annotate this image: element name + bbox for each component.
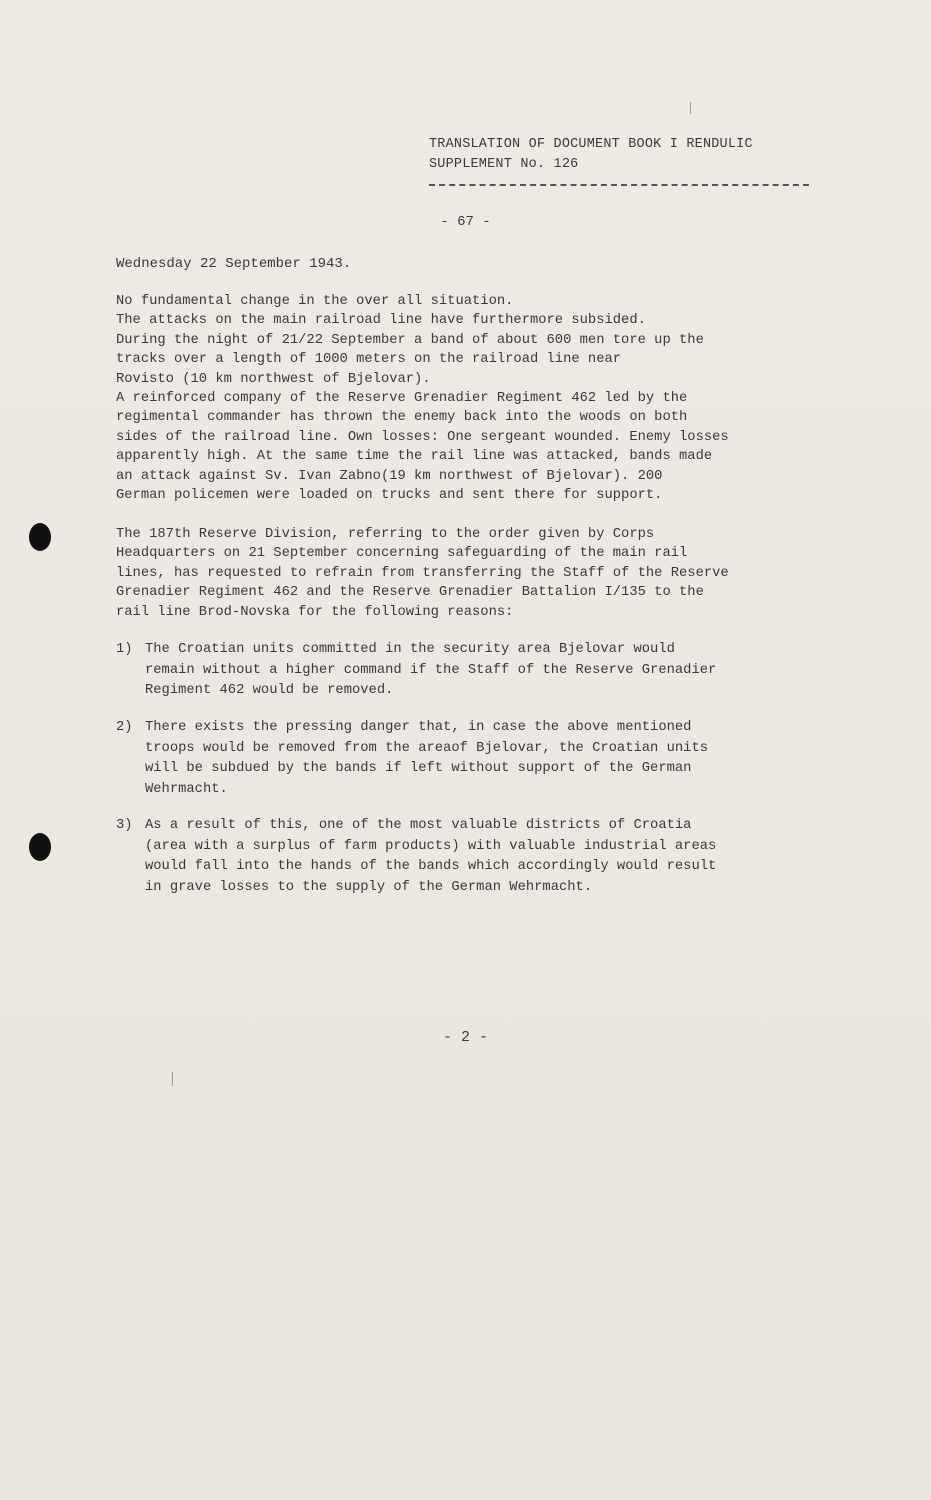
header-rule — [429, 184, 809, 186]
page-number-bottom: - 2 - — [442, 1029, 488, 1046]
header-supplement: SUPPLEMENT No. 126 — [429, 157, 579, 172]
paper-speck — [172, 1072, 173, 1086]
text-line: sides of the railroad line. Own losses: One sergeant wounded. Enemy losses — [116, 429, 729, 445]
text-line: A reinforced company of the Reserve Grenadier Regiment 462 led by the — [116, 391, 688, 407]
text-line: tracks over a length of 1000 meters on the railroad line near — [116, 352, 622, 368]
situation-paragraph — [116, 292, 836, 505]
reason-number: 1) — [116, 642, 133, 657]
text-line: regimental commander has thrown the enemy back into the woods on both — [116, 410, 688, 426]
text-line: The Croatian units committed in the security area Bjelovar would — [145, 642, 675, 657]
text-line: Rovisto (10 km northwest of Bjelovar). — [116, 371, 431, 387]
text-line: remain without a higher command if the Staff of the Reserve Grenadier — [145, 662, 717, 678]
text-line: Grenadier Regiment 462 and the Reserve Grenadier Battalion I/135 to the — [116, 585, 704, 601]
text-line: Headquarters on 21 September concerning safeguarding of the main rail — [116, 546, 688, 562]
text-line: in grave losses to the supply of the German Wehrmacht. — [145, 879, 593, 895]
text-line: During the night of 21/22 September a band of about 600 men tore up the — [116, 332, 704, 348]
text-line: Regiment 462 would be removed. — [145, 683, 394, 698]
text-line: (area with a surplus of farm products) with valuable industrial areas — [145, 838, 717, 854]
division-request-paragraph — [116, 525, 836, 622]
text-line: lines, has requested to refrain from transferring the Staff of the Reserve — [116, 565, 729, 581]
text-line: an attack against Sv. Ivan Zabno(19 km northwest of Bjelovar). 200 — [116, 468, 663, 484]
text-line: German policemen were loaded on trucks and sent there for support. — [116, 488, 663, 504]
text-line: Wehrmacht. — [145, 781, 228, 797]
document-header — [429, 135, 809, 175]
text-line: apparently high. At the same time the rail line was attacked, bands made — [116, 449, 713, 465]
text-line: As a result of this, one of the most valuable districts of Croatia — [145, 818, 692, 833]
text-line: would fall into the hands of the bands which accordingly would result — [145, 859, 717, 874]
text-line: will be subdued by the bands if left without support of the German — [145, 761, 692, 776]
reason-number: 2) — [116, 720, 133, 735]
date-line: Wednesday 22 September 1943. — [116, 256, 352, 272]
header-title: TRANSLATION OF DOCUMENT BOOK I RENDULIC — [429, 137, 753, 152]
text-line: rail line Brod-Novska for the following reasons: — [116, 604, 514, 620]
text-line: troops would be removed from the areaof Bjelovar, the Croatian units — [145, 740, 709, 756]
page-number-top: - 67 - — [440, 214, 491, 230]
text-line: No fundamental change in the over all situation. — [116, 294, 514, 309]
text-line: The attacks on the main railroad line have furthermore subsided. — [116, 313, 646, 329]
punch-hole-upper — [29, 523, 51, 551]
text-line: The 187th Reserve Division, referring to the order given by Corps — [116, 527, 655, 542]
text-line: There exists the pressing danger that, in case the above mentioned — [145, 720, 692, 735]
punch-hole-lower — [29, 833, 51, 861]
reason-number: 3) — [116, 818, 133, 833]
paper-speck — [690, 102, 691, 114]
